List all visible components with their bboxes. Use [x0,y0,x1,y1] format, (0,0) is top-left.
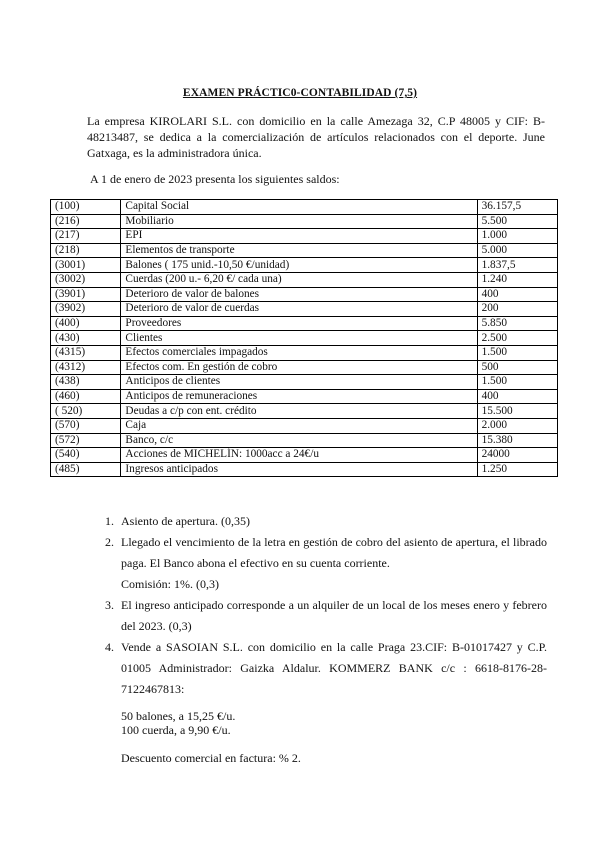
account-amount: 36.157,5 [477,200,557,215]
account-name: Deudas a c/p con ent. crédito [121,404,477,419]
balance-row [51,272,558,287]
question-subtext: Comisión: 1%. (0,3) [121,577,219,591]
balance-row [51,389,558,404]
account-name: Deterioro de valor de cuerdas [121,302,477,317]
question-number: 2. [105,535,114,549]
account-name: Efectos com. En gestión de cobro [121,360,477,375]
account-code: (4315) [51,345,121,360]
balance-row [51,404,558,419]
question-text: El ingreso anticipado corresponde a un alquiler de un local de los meses enero y febrero del 2023. (0,3) [121,598,547,633]
account-amount: 200 [477,302,557,317]
balance-row [51,331,558,346]
question-item [95,532,547,595]
account-name: Ingresos anticipados [121,462,477,477]
account-name: EPI [121,229,477,244]
account-code: (3901) [51,287,121,302]
account-code: (100) [51,200,121,215]
balance-row [51,360,558,375]
account-amount: 5.000 [477,243,557,258]
account-amount: 5.500 [477,214,557,229]
company-intro: La empresa KIROLARI S.L. con domicilio en la calle Amezaga 32, C.P 48005 y CIF: B-48213487, se dedica a la comercialización de artículos relacionados con el deporte. June Gatxaga, es la administradora única. [87,114,545,160]
account-amount: 15.500 [477,404,557,419]
account-amount: 400 [477,389,557,404]
balances-table [50,199,558,477]
balance-row [51,433,558,448]
exam-title: EXAMEN PRÁCTIC0-CONTABILIDAD (7,5) [182,87,418,99]
account-code: (540) [51,448,121,463]
balance-row [51,316,558,331]
balance-row [51,287,558,302]
account-name: Proveedores [121,316,477,331]
account-name: Elementos de transporte [121,243,477,258]
account-name: Caja [121,418,477,433]
account-name: Mobiliario [121,214,477,229]
balance-row [51,418,558,433]
balance-row [51,229,558,244]
balances-intro: A 1 de enero de 2023 presenta los siguientes saldos: [90,172,340,186]
account-name: Efectos comerciales impagados [121,345,477,360]
account-code: (216) [51,214,121,229]
account-code: (3002) [51,272,121,287]
account-code: (438) [51,375,121,390]
account-name: Cuerdas (200 u.- 6,20 €/ cada una) [121,272,477,287]
account-name: Clientes [121,331,477,346]
account-amount: 2.500 [477,331,557,346]
account-code: (3001) [51,258,121,273]
account-amount: 1.837,5 [477,258,557,273]
sale-line: 50 balones, a 15,25 €/u. [121,709,236,723]
sale-lines [121,709,235,737]
account-name: Deterioro de valor de balones [121,287,477,302]
balance-row [51,258,558,273]
account-name: Capital Social [121,200,477,215]
account-code: (485) [51,462,121,477]
account-amount: 15.380 [477,433,557,448]
question-item [95,511,547,532]
account-code: (217) [51,229,121,244]
account-amount: 1.500 [477,345,557,360]
account-code: (400) [51,316,121,331]
account-amount: 5.850 [477,316,557,331]
question-item [95,637,547,700]
balance-row [51,302,558,317]
account-name: Anticipos de clientes [121,375,477,390]
account-amount: 1.000 [477,229,557,244]
account-code: (3902) [51,302,121,317]
account-name: Anticipos de remuneraciones [121,389,477,404]
balance-row [51,214,558,229]
account-code: ( 520) [51,404,121,419]
question-item [95,595,547,637]
account-amount: 400 [477,287,557,302]
account-amount: 1.250 [477,462,557,477]
account-name: Balones ( 175 unid.-10,50 €/unidad) [121,258,477,273]
account-name: Banco, c/c [121,433,477,448]
account-code: (4312) [51,360,121,375]
balance-row [51,345,558,360]
account-amount: 24000 [477,448,557,463]
account-code: (430) [51,331,121,346]
question-text: Llegado el vencimiento de la letra en gestión de cobro del asiento de apertura, el librado paga. El Banco abona el efectivo en su cuenta corriente. [121,535,547,570]
discount-note: Descuento comercial en factura: % 2. [121,751,301,765]
account-code: (460) [51,389,121,404]
account-amount: 2.000 [477,418,557,433]
account-amount: 500 [477,360,557,375]
question-text: Asiento de apertura. (0,35) [121,514,250,528]
account-amount: 1.240 [477,272,557,287]
account-code: (570) [51,418,121,433]
account-amount: 1.500 [477,375,557,390]
sale-line: 100 cuerda, a 9,90 €/u. [121,723,231,737]
balance-row [51,462,558,477]
balance-row [51,448,558,463]
account-code: (218) [51,243,121,258]
question-number: 4. [105,640,114,654]
account-name: Acciones de MICHELÍN: 1000acc a 24€/u [121,448,477,463]
balance-row [51,243,558,258]
balance-row [51,200,558,215]
question-number: 3. [105,598,114,612]
account-code: (572) [51,433,121,448]
question-number: 1. [105,514,114,528]
questions-list [95,511,547,700]
question-text: Vende a SASOIAN S.L. con domicilio en la calle Praga 23.CIF: B-01017427 y C.P. 01005 Administrador: Gaizka Aldalur. KOMMERZ BANK c/c : 6618-8176-28-7122467813: [121,640,547,696]
balance-row [51,375,558,390]
